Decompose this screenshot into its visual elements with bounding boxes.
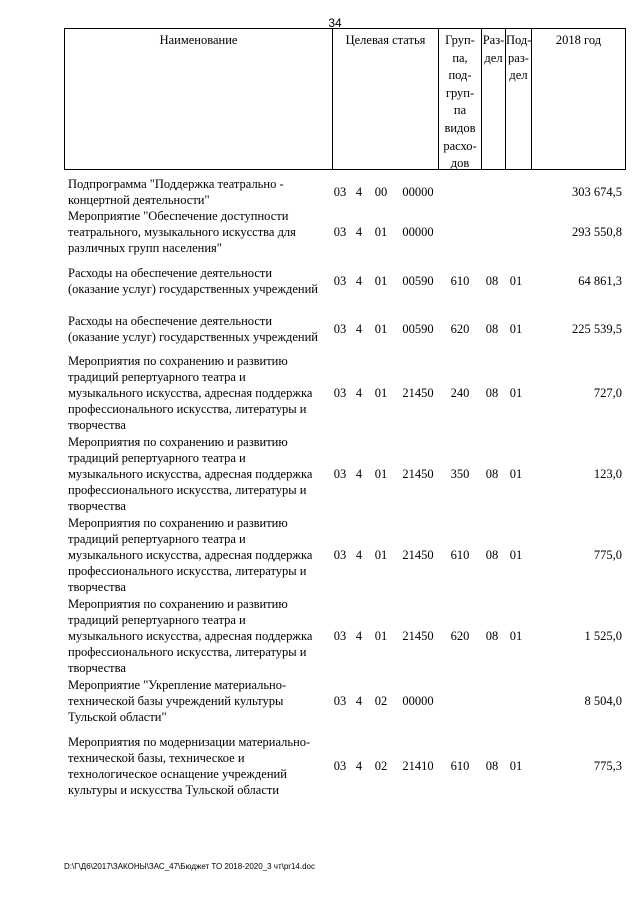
row-grp: 610 — [450, 274, 470, 288]
row-name-line: творчества — [68, 580, 126, 594]
header-line: па, — [452, 50, 468, 65]
row-c3: 01 — [374, 225, 388, 239]
row-name-line: Мероприятие "Обеспечение доступности — [68, 209, 289, 223]
row-sub: 01 — [509, 629, 523, 643]
row-name-line: музыкального искусства, адресная поддержка — [68, 467, 313, 481]
row-c2: 4 — [355, 759, 363, 773]
row-c2: 4 — [355, 467, 363, 481]
header-line: дел — [484, 50, 503, 65]
page-number: 34 — [328, 16, 342, 30]
header-line: Раз- — [482, 33, 505, 47]
row-name-line: технической базы учреждений культуры — [68, 694, 284, 708]
row-amount: 293 550,8 — [572, 225, 622, 239]
header-line: раз- — [508, 50, 529, 65]
row-c4: 21450 — [402, 548, 434, 562]
row-c1: 03 — [333, 694, 347, 708]
row-name-line: (оказание услуг) государственных учреждений — [68, 282, 318, 296]
row-name-line: творчества — [68, 661, 126, 675]
row-name-line: традиций репертуарного театра и — [68, 370, 246, 384]
row-name-line: Мероприятия по сохранению и развитию — [68, 516, 288, 530]
row-sec: 08 — [485, 467, 499, 481]
row-grp: 350 — [450, 467, 470, 481]
row-name — [68, 734, 330, 798]
row-c2: 4 — [355, 225, 363, 239]
row-c4: 00000 — [402, 225, 434, 239]
row-c3: 01 — [374, 322, 388, 336]
row-grp: 620 — [450, 322, 470, 336]
row-name-line: творчества — [68, 499, 126, 513]
row-c4: 21450 — [402, 386, 434, 400]
row-c4: 00590 — [402, 274, 434, 288]
row-name — [68, 176, 330, 208]
row-c3: 01 — [374, 386, 388, 400]
row-name — [68, 515, 330, 595]
row-c1: 03 — [333, 386, 347, 400]
row-amount: 123,0 — [593, 467, 622, 481]
row-amount: 727,0 — [593, 386, 622, 400]
row-c3: 02 — [374, 694, 388, 708]
row-name-line: Мероприятия по сохранению и развитию — [68, 435, 288, 449]
row-sec: 08 — [485, 322, 499, 336]
row-name — [68, 677, 330, 725]
row-sec: 08 — [485, 548, 499, 562]
row-amount: 1 525,0 — [584, 629, 622, 643]
row-sub: 01 — [509, 548, 523, 562]
row-sub: 01 — [509, 274, 523, 288]
row-c2: 4 — [355, 386, 363, 400]
row-name-line: театрального, музыкального искусства для — [68, 225, 296, 239]
row-c1: 03 — [333, 185, 347, 199]
row-amount: 303 674,5 — [572, 185, 622, 199]
row-c1: 03 — [333, 225, 347, 239]
header-line: расхо- — [443, 138, 477, 153]
row-amount: 775,0 — [593, 548, 622, 562]
row-name-line: культуры и искусства Тульской области — [68, 783, 280, 797]
row-name — [68, 596, 330, 676]
row-name-line: Мероприятие "Укрепление материально- — [68, 678, 287, 692]
header-line: дел — [509, 68, 528, 83]
row-name-line: (оказание услуг) государственных учреждений — [68, 330, 318, 344]
header-name: Наименование — [64, 28, 332, 170]
row-name-line: Мероприятия по сохранению и развитию — [68, 597, 288, 611]
row-name-line: различных групп населения" — [68, 241, 222, 255]
header-section — [481, 28, 505, 170]
row-c2: 4 — [355, 548, 363, 562]
row-name — [68, 353, 330, 433]
row-c2: 4 — [355, 694, 363, 708]
row-sub: 01 — [509, 386, 523, 400]
row-name-line: технической базы, техническое и — [68, 751, 245, 765]
row-grp: 240 — [450, 386, 470, 400]
row-name — [68, 313, 330, 345]
row-name-line: технологическое оснащение учреждений — [68, 767, 287, 781]
row-amount: 775,3 — [593, 759, 622, 773]
header-line: Груп- — [445, 33, 475, 47]
row-name — [68, 265, 330, 297]
row-c1: 03 — [333, 548, 347, 562]
row-c4: 21410 — [402, 759, 434, 773]
row-grp: 610 — [450, 548, 470, 562]
header-line: груп- — [445, 85, 475, 100]
row-amount: 225 539,5 — [572, 322, 622, 336]
row-c1: 03 — [333, 322, 347, 336]
row-c1: 03 — [333, 629, 347, 643]
row-c4: 00000 — [402, 694, 434, 708]
row-c4: 00000 — [402, 185, 434, 199]
row-sub: 01 — [509, 322, 523, 336]
row-name-line: традиций репертуарного театра и — [68, 451, 246, 465]
row-c1: 03 — [333, 759, 347, 773]
row-sec: 08 — [485, 629, 499, 643]
footer-path: D:\Г\Д6\2017\ЗАКОНЫ\ЗАС_47\Бюджет ТО 2018-2020_3 чт\pr14.doc — [64, 862, 315, 871]
header-target: Целевая статья — [332, 28, 438, 170]
row-c2: 4 — [355, 629, 363, 643]
row-c1: 03 — [333, 274, 347, 288]
table-header — [64, 28, 626, 170]
row-c3: 00 — [374, 185, 388, 199]
header-line: дов — [450, 156, 470, 171]
row-c3: 01 — [374, 548, 388, 562]
row-name-line: традиций репертуарного театра и — [68, 613, 246, 627]
row-sec: 08 — [485, 386, 499, 400]
row-sub: 01 — [509, 467, 523, 481]
row-name-line: концертной деятельности" — [68, 193, 210, 207]
row-c4: 21450 — [402, 467, 434, 481]
row-c3: 01 — [374, 467, 388, 481]
row-c2: 4 — [355, 274, 363, 288]
row-sec: 08 — [485, 759, 499, 773]
row-c4: 21450 — [402, 629, 434, 643]
row-c3: 01 — [374, 274, 388, 288]
header-group — [438, 28, 481, 170]
row-name-line: Расходы на обеспечение деятельности — [68, 314, 273, 328]
row-name-line: Мероприятия по сохранению и развитию — [68, 354, 288, 368]
header-line: Под- — [506, 33, 532, 47]
row-grp: 610 — [450, 759, 470, 773]
row-name-line: Мероприятия по модернизации материально- — [68, 735, 311, 749]
row-c4: 00590 — [402, 322, 434, 336]
row-grp: 620 — [450, 629, 470, 643]
header-line: видов — [444, 120, 476, 135]
row-name-line: профессионального искусства, литературы и — [68, 645, 307, 659]
row-c1: 03 — [333, 467, 347, 481]
header-subsection — [505, 28, 531, 170]
row-sub: 01 — [509, 759, 523, 773]
row-c3: 01 — [374, 629, 388, 643]
header-line: под- — [448, 68, 472, 83]
row-name-line: профессионального искусства, литературы и — [68, 402, 307, 416]
row-c3: 02 — [374, 759, 388, 773]
row-name-line: музыкального искусства, адресная поддержка — [68, 548, 313, 562]
row-name-line: музыкального искусства, адресная поддержка — [68, 629, 313, 643]
row-name-line: традиций репертуарного театра и — [68, 532, 246, 546]
row-amount: 64 861,3 — [578, 274, 622, 288]
row-c2: 4 — [355, 185, 363, 199]
row-name-line: Тульской области" — [68, 710, 167, 724]
row-name — [68, 208, 330, 256]
row-name-line: профессионального искусства, литературы и — [68, 564, 307, 578]
header-line: па — [453, 103, 467, 118]
row-c2: 4 — [355, 322, 363, 336]
header-year: 2018 год — [531, 28, 626, 170]
row-name-line: музыкального искусства, адресная поддержка — [68, 386, 313, 400]
row-amount: 8 504,0 — [584, 694, 622, 708]
row-name — [68, 434, 330, 514]
row-name-line: Расходы на обеспечение деятельности — [68, 266, 273, 280]
row-sec: 08 — [485, 274, 499, 288]
row-name-line: Подпрограмма "Поддержка театрально - — [68, 177, 284, 191]
row-name-line: творчества — [68, 418, 126, 432]
row-name-line: профессионального искусства, литературы и — [68, 483, 307, 497]
